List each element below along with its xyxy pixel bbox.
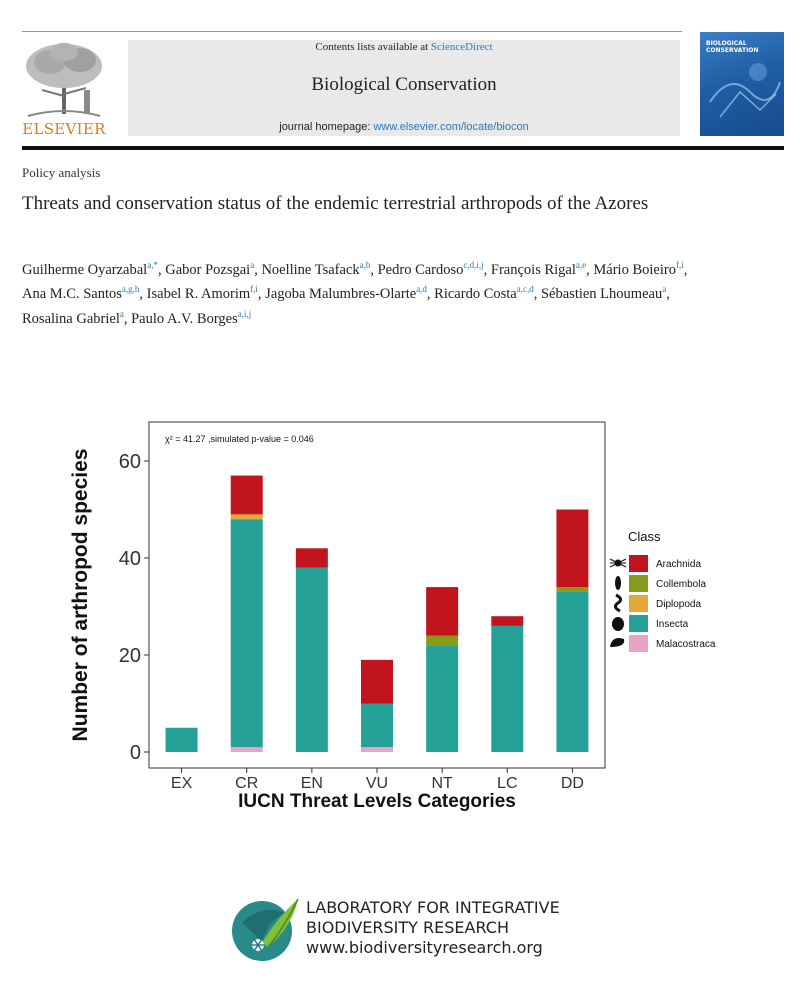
author-name[interactable]: Gabor Pozsgai bbox=[165, 261, 251, 278]
beetle-icon bbox=[612, 617, 624, 631]
author-affiliation[interactable]: a bbox=[662, 284, 667, 295]
bar-segment-insecta-nt bbox=[426, 645, 458, 752]
chi-square-annotation: χ² = 41.27 ,simulated p-value = 0.046 bbox=[165, 434, 314, 444]
author-affiliation[interactable]: a,d bbox=[416, 284, 427, 295]
y-tick-label: 0 bbox=[129, 742, 141, 764]
legend-swatch-diplopoda bbox=[629, 595, 648, 612]
bar-segment-insecta-lc bbox=[491, 626, 523, 752]
author-name[interactable]: Guilherme Oyarzabal bbox=[22, 261, 148, 278]
cover-artwork bbox=[700, 32, 784, 136]
y-tick-label: 40 bbox=[118, 548, 141, 570]
header-top-rule bbox=[22, 31, 682, 32]
bar-segment-malacostraca-cr bbox=[231, 747, 263, 752]
bar-segment-arachnida-nt bbox=[426, 587, 458, 636]
bar-segment-arachnida-lc bbox=[491, 616, 523, 626]
paper-title: Threats and conservation status of the endemic terrestrial arthropods of the Azores bbox=[22, 193, 649, 214]
x-tick-label: LC bbox=[497, 775, 518, 792]
author-name[interactable]: Mário Boieiro bbox=[593, 261, 676, 278]
legend-swatch-collembola bbox=[629, 575, 648, 592]
bar-segment-insecta-vu bbox=[361, 704, 393, 748]
author-affiliation[interactable]: a,e bbox=[575, 260, 587, 270]
lab-name-line-2: BIODIVERSITY RESEARCH bbox=[306, 918, 509, 937]
legend-label-malacostraca: Malacostraca bbox=[656, 639, 716, 650]
header-bottom-rule bbox=[22, 146, 784, 150]
x-axis-title: IUCN Threat Levels Categories bbox=[238, 791, 516, 812]
author-name[interactable]: Sébastien Lhoumeau bbox=[540, 286, 663, 303]
millipede-icon bbox=[615, 595, 620, 611]
bar-segment-collembola-nt bbox=[426, 636, 458, 646]
bar-segment-collembola-dd bbox=[556, 587, 588, 592]
author-affiliation[interactable]: a,* bbox=[147, 260, 158, 270]
bar-segment-arachnida-en bbox=[296, 548, 328, 567]
author-affiliation[interactable]: c,d,i,j bbox=[463, 260, 484, 270]
bar-segment-arachnida-cr bbox=[231, 476, 263, 515]
x-tick-label: NT bbox=[431, 775, 453, 792]
lab-website-link[interactable]: www.biodiversityresearch.org bbox=[306, 938, 543, 957]
contents-prefix: Contents lists available at bbox=[315, 41, 429, 53]
bar-segment-insecta-dd bbox=[556, 592, 588, 752]
springtail-icon bbox=[615, 576, 621, 590]
publisher-wordmark: ELSEVIER bbox=[22, 120, 106, 138]
author-name[interactable]: Rosalina Gabriel bbox=[22, 310, 120, 327]
legend-label-insecta: Insecta bbox=[656, 619, 689, 630]
author-name[interactable]: Paulo A.V. Borges bbox=[131, 310, 238, 327]
cover-title: BIOLOGICAL CONSERVATION bbox=[706, 40, 759, 54]
homepage-link[interactable]: www.elsevier.com/locate/biocon bbox=[373, 121, 529, 133]
bar-segment-insecta-ex bbox=[166, 728, 198, 752]
y-axis-title: Number of arthropod species bbox=[69, 448, 92, 742]
legend-swatch-insecta bbox=[629, 615, 648, 632]
legend-label-collembola: Collembola bbox=[656, 579, 707, 590]
author-name[interactable]: Noelline Tsafack bbox=[261, 261, 360, 278]
journal-cover-thumbnail[interactable] bbox=[700, 32, 784, 136]
homepage-line bbox=[128, 121, 680, 133]
lab-name-line-1: LABORATORY FOR INTEGRATIVE bbox=[306, 898, 560, 917]
author-affiliation[interactable]: a,c,d bbox=[516, 284, 534, 295]
homepage-prefix: journal homepage: bbox=[279, 121, 371, 133]
y-tick-label: 20 bbox=[118, 645, 141, 667]
sciencedirect-link[interactable]: ScienceDirect bbox=[430, 41, 493, 53]
lab-leaf-logo bbox=[228, 893, 300, 965]
bar-segment-malacostraca-vu bbox=[361, 747, 393, 752]
article-section-label: Policy analysis bbox=[22, 165, 101, 180]
x-tick-label: CR bbox=[235, 775, 259, 792]
author-name[interactable]: Isabel R. Amorim bbox=[146, 286, 251, 303]
author-affiliation[interactable]: f,i bbox=[250, 284, 258, 295]
stacked-bar-chart bbox=[60, 415, 750, 815]
x-tick-label: EX bbox=[170, 775, 193, 792]
bar-segment-insecta-cr bbox=[231, 519, 263, 747]
author-affiliation[interactable]: a,b bbox=[359, 260, 371, 270]
author-name[interactable]: François Rigal bbox=[490, 261, 576, 278]
author-affiliation[interactable]: f,i bbox=[675, 260, 684, 270]
spider-icon bbox=[610, 559, 626, 567]
legend-label-diplopoda: Diplopoda bbox=[656, 599, 702, 610]
author-affiliation[interactable]: a,i,j bbox=[237, 308, 252, 319]
legend-label-arachnida: Arachnida bbox=[656, 559, 702, 570]
author-name[interactable]: Ricardo Costa bbox=[434, 286, 517, 303]
author-name[interactable]: Jagoba Malumbres-Olarte bbox=[265, 286, 417, 303]
author-affiliation[interactable]: a bbox=[119, 308, 124, 319]
bar-segment-diplopoda-cr bbox=[231, 514, 263, 519]
author-affiliation[interactable]: a bbox=[250, 260, 255, 270]
author-affiliation[interactable]: a,g,h bbox=[121, 284, 140, 295]
bar-segment-insecta-en bbox=[296, 568, 328, 752]
isopod-icon bbox=[610, 638, 624, 647]
x-tick-label: DD bbox=[560, 775, 584, 792]
y-tick-label: 60 bbox=[118, 451, 141, 473]
legend-swatch-malacostraca bbox=[629, 635, 648, 652]
author-list: Guilherme Oyarzabal$^{a,*}$, Gabor Pozsgai$^a$, Noelline Tsafack$^{a,b}$, Pedro Cardoso$^{c,d,i,j}$, François Rigal$^{a,e}$, Mário Boieiro$^{f,i}$, Ana M.C. Santos$^{a,g,h}$, Isabel R. Amorim$^{f,i}$, Jagoba Malumbres-Olarte$^{a,d}$, Ricardo Costa$^{a,c,d}$, Sébastien Lhoumeau$^a$, Rosalina Gabriel$^a$, Paulo A.V. Borges$^{a,i,j}$ bbox=[22, 260, 688, 327]
journal-name[interactable]: Biological Conservation bbox=[311, 74, 497, 95]
bar-segment-arachnida-vu bbox=[361, 660, 393, 704]
journal-header-box bbox=[128, 40, 680, 136]
bar-segment-arachnida-dd bbox=[556, 510, 588, 588]
x-tick-label: VU bbox=[365, 775, 389, 792]
author-name[interactable]: Pedro Cardoso bbox=[377, 261, 464, 278]
author-name[interactable]: Ana M.C. Santos bbox=[22, 286, 122, 303]
legend-title: Class bbox=[628, 529, 661, 544]
x-tick-label: EN bbox=[300, 775, 323, 792]
legend-swatch-arachnida bbox=[629, 555, 648, 572]
contents-line bbox=[128, 41, 680, 53]
